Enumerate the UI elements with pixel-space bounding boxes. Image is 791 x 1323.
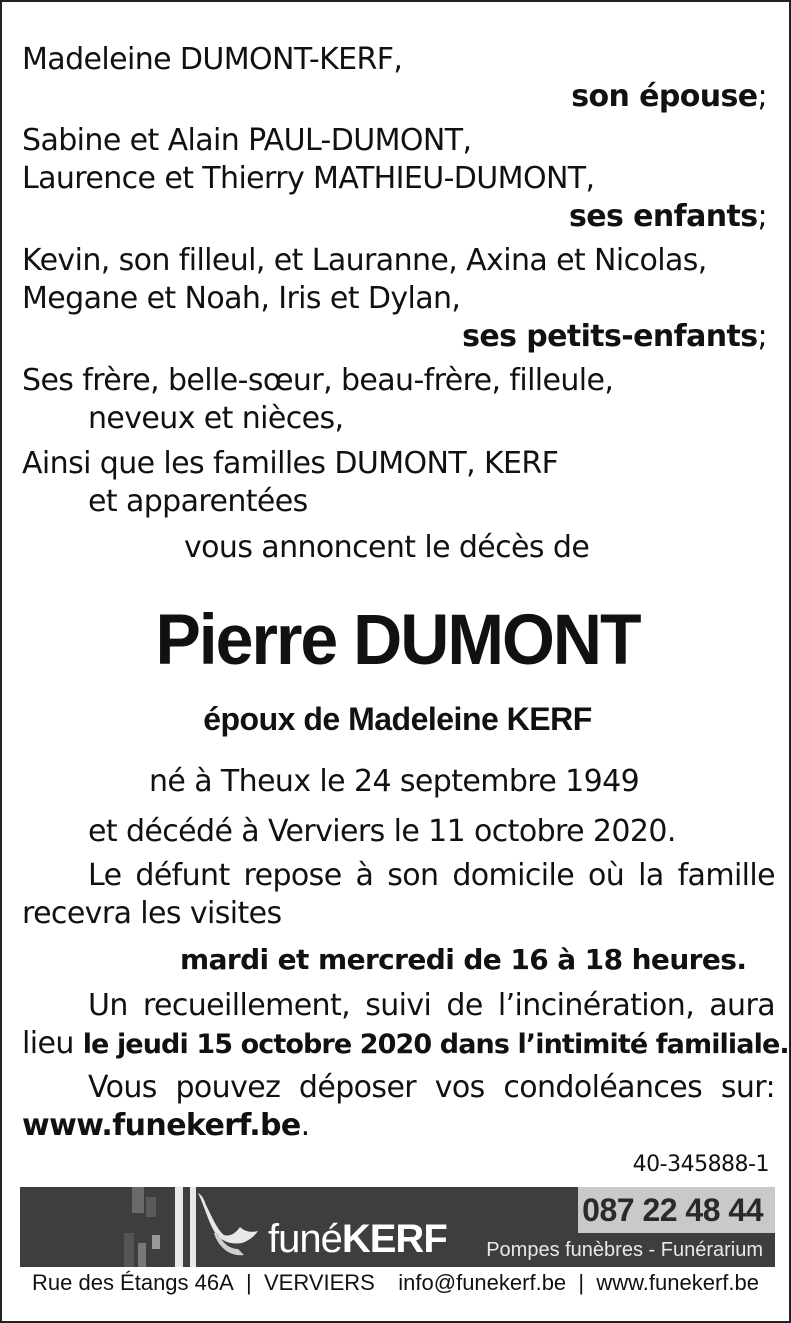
footer-contact: [32, 1270, 375, 1296]
visit-line-1: Le défunt repose à son domicile où la famille: [88, 858, 775, 893]
footer-address: Rue des Étangs 46A: [32, 1270, 234, 1295]
family-line-grandchildren-1: Kevin, son filleul, et Lauranne, Axina et Nicolas,: [22, 243, 707, 278]
family-line-families-2: et apparentées: [88, 484, 308, 519]
death-line: et décédé à Verviers le 11 octobre 2020.: [88, 814, 676, 849]
deceased-name: Pierre DUMONT: [155, 600, 640, 680]
family-line-spouse-name: Madeleine DUMONT-KERF,: [22, 42, 403, 77]
family-line-siblings-1: Ses frère, belle-sœur, beau-frère, filleule,: [22, 363, 614, 398]
family-line-siblings-2: neveux et nièces,: [88, 401, 344, 436]
ceremony-prefix: lieu: [22, 1026, 74, 1061]
birth-line: né à Theux le 24 septembre 1949: [149, 764, 640, 799]
footer-pattern: [20, 1187, 160, 1267]
ceremony-line-2: [22, 1026, 789, 1063]
footer-city: VERVIERS: [264, 1270, 375, 1295]
family-line-families-1: Ainsi que les familles DUMONT, KERF: [22, 446, 559, 481]
deceased-relation: époux de Madeleine KERF: [203, 701, 592, 737]
phone-number[interactable]: 087 22 48 44: [582, 1192, 763, 1228]
condolences-website-line: [22, 1108, 310, 1144]
footer-web[interactable]: www.funekerf.be: [596, 1270, 759, 1295]
relation-grandchildren-punct: ;: [757, 319, 767, 354]
brand-light: funé: [268, 1217, 342, 1261]
relation-spouse: [571, 79, 767, 115]
relation-spouse-label: son épouse: [571, 79, 758, 114]
dove-icon: [190, 1187, 260, 1267]
ceremony-line-1: Un recueillement, suivi de l’incinération, aura: [88, 988, 775, 1023]
family-line-children-1: Sabine et Alain PAUL-DUMONT,: [22, 123, 472, 158]
condolences-website-punct: .: [300, 1108, 310, 1143]
announcement-line: vous annoncent le décès de: [184, 530, 590, 565]
family-line-children-2: Laurence et Thierry MATHIEU-DUMONT,: [22, 161, 595, 196]
family-line-grandchildren-2: Megane et Noah, Iris et Dylan,: [22, 281, 461, 316]
relation-children: [569, 199, 767, 235]
footer-email[interactable]: info@funekerf.be: [398, 1270, 567, 1295]
footer-separator: |: [246, 1270, 252, 1295]
relation-children-punct: ;: [757, 199, 767, 234]
tagline: Pompes funèbres - Funérarium: [486, 1239, 763, 1261]
footer-links: [398, 1270, 759, 1296]
visit-line-2: recevra les visites: [22, 896, 282, 931]
relation-grandchildren: [462, 319, 767, 355]
relation-grandchildren-label: ses petits-enfants: [462, 319, 758, 354]
reference-number: 40-345888-1: [632, 1152, 769, 1177]
relation-children-label: ses enfants: [569, 199, 758, 234]
footer-banner: [20, 1187, 775, 1267]
relation-spouse-punct: ;: [757, 79, 767, 114]
brand-logo: [268, 1217, 447, 1262]
condolences-line: Vous pouvez déposer vos condoléances sur:: [88, 1070, 775, 1105]
brand-bold: KERF: [341, 1217, 447, 1261]
footer-separator-2: |: [578, 1270, 585, 1295]
visit-hours: mardi et mercredi de 16 à 18 heures.: [180, 943, 747, 976]
ceremony-date: le jeudi 15 octobre 2020 dans l’intimité familiale.: [82, 1029, 789, 1060]
condolences-website[interactable]: www.funekerf.be: [22, 1108, 301, 1143]
